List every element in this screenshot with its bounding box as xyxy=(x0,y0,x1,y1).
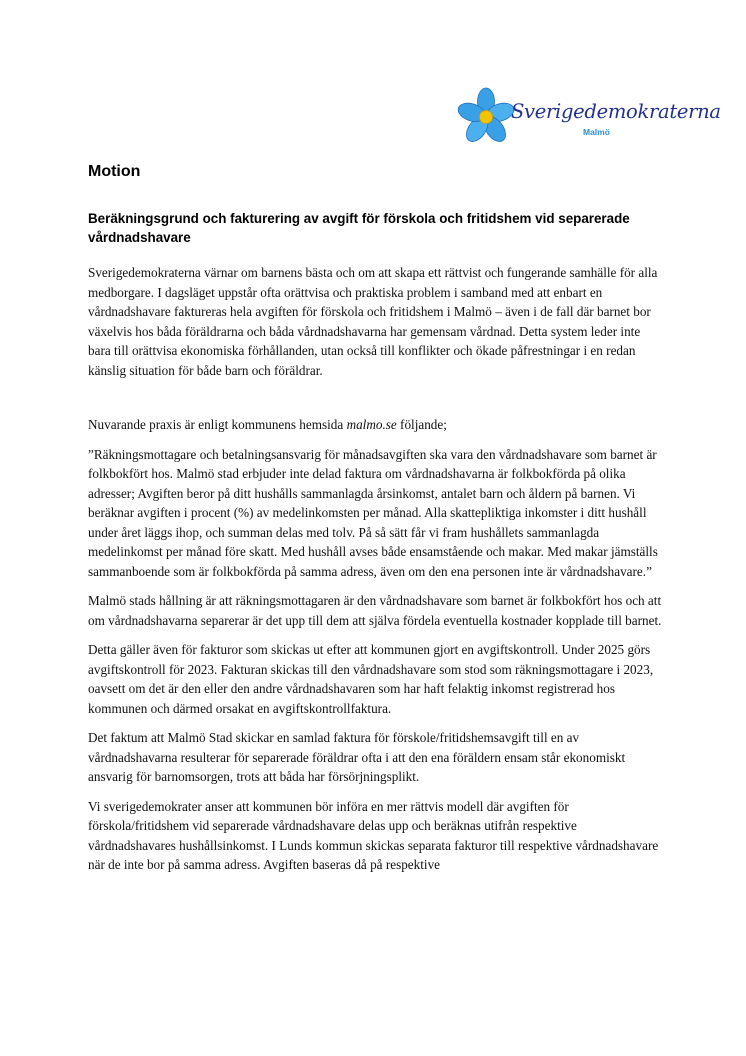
paragraph-invoice: Det faktum att Malmö Stad skickar en samlad faktura för förskole/fritidshemsavgift till en av vårdnadshavarna resulterar för separerade föräldrar ofta i att den ena föräldern ensam står ekonomiskt ansvarig för barnomsorgen, trots att båda har försörjningsplikt. xyxy=(88,730,626,784)
party-logo xyxy=(455,86,721,148)
logo-wordmark: Sverigedemokraterna xyxy=(511,100,721,123)
paragraph-quote: ”Räkningsmottagare och betalningsansvarig för månadsavgiften ska vara den vårdnadshavare som barnet är folkbokfört hos. Malmö stad erbjuder inte delad faktura om vårdnadshavarna är folkbokförda på olika adresser; Avgiften beror på ditt hushålls sammanlagda årsinkomst, antalet barn och åldern på barnen. Vi beräknar avgiften i procent (%) av medelinkomsten per månad. Alla skattepliktiga inkomster i ditt hushåll under året läggs ihop, och summan delas med tolv. På så sätt får vi fram hushållets sammanlagda medelinkomst per månad före skatt. Med hushåll avses både ensamstående och makar. Med makar jämställs sammanboende som är folkbokförda på samma adress, även om den ena personen inte är vårdnadshavare.” xyxy=(88,446,658,579)
paragraph-practice-end: följande; xyxy=(396,417,447,432)
paragraph-practice xyxy=(88,415,663,435)
website-link[interactable]: malmo.se xyxy=(346,417,397,432)
logo-city: Malmö xyxy=(583,127,610,137)
document-body xyxy=(88,263,663,885)
flower-icon xyxy=(455,86,517,148)
paragraph-intro: Sverigedemokraterna värnar om barnens bästa och om att skapa ett rättvist och fungerande samhälle för alla medborgare. I dagsläget uppstår ofta orättvisa och praktiska problem i samband med att enbart en vårdnadshavare faktureras hela avgiften för förskola och fritidshem i Malmö – även i de fall där barnet bor växelvis hos båda föräldrarna och båda vårdnadshavarna har gemensam vårdnad. Detta system leder inte bara till orättvisa ekonomiska förhållanden, utan också till konflikter och ökade påfrestningar i en redan känslig situation för både barn och föräldrar. xyxy=(88,265,658,378)
paragraph-proposal: Vi sverigedemokrater anser att kommunen bör införa en mer rättvis modell där avgiften för förskola/fritidshem vid separerade vårdnadshavare delas upp och beräknas utifrån respektive vårdnadshavares hushållsinkomst. I Lunds kommun skickas separata fakturor till respektive vårdnadshavare när de inte bor på samma adress. Avgiften baseras då på respektive xyxy=(88,798,659,872)
page-title: Motion xyxy=(88,163,141,180)
motion-title: Beräkningsgrund och fakturering av avgift för förskola och fritidshem vid separerade vårdnadshavare xyxy=(88,211,630,245)
paragraph-stance: Malmö stads hållning är att räkningsmottagaren är den vårdnadshavare som barnet är folkbokfört hos och att om vårdnadshavarna separerar är det upp till dem att själva fördela eventuella kostnader kopplade till barnet. xyxy=(88,593,662,628)
paragraph-practice-text: Nuvarande praxis är enligt kommunens hemsida xyxy=(88,417,347,432)
paragraph-fee-control: Detta gäller även för fakturor som skickas ut efter att kommunen gjort en avgiftskontroll. Under 2025 görs avgiftskontroll för 2023. Fakturan skickas till den vårdnadshavare som stod som räkningsmottagare i 2023, oavsett om det är den eller den andre vårdnadshavaren som har haft felaktig inkomst registrerad hos kommunen och därmed orsakat en avgiftskontrollfaktura. xyxy=(88,642,654,716)
